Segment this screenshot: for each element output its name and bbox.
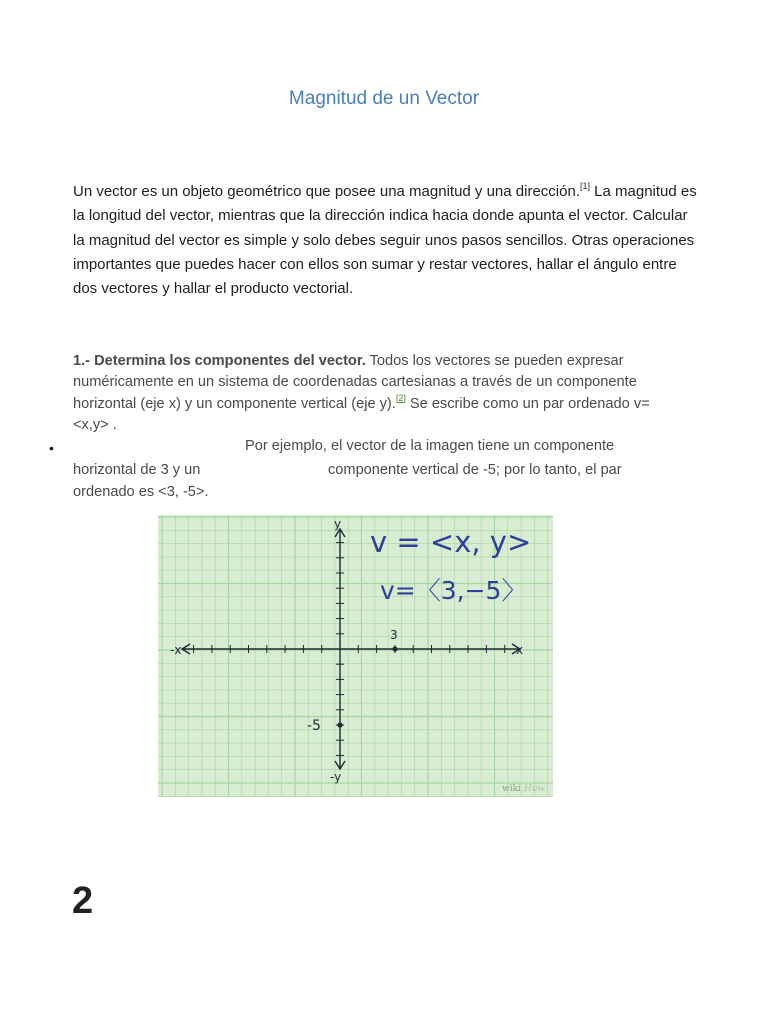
point-y-minus-5 bbox=[337, 722, 342, 727]
example-line-3: ordenado es <3, -5>. bbox=[73, 484, 209, 500]
intro-text-1: Un vector es un objeto geométrico que posee una magnitud y una dirección. bbox=[73, 183, 580, 200]
point-x-3 bbox=[392, 646, 397, 651]
watermark-how: How bbox=[524, 784, 545, 794]
vector-figure-svg bbox=[158, 515, 553, 797]
watermark-wiki: wiki bbox=[502, 784, 521, 794]
x-axis-negative-label: -x bbox=[170, 643, 182, 657]
example-line-1: Por ejemplo, el vector de la imagen tiene un componente bbox=[245, 438, 615, 454]
step-1-text-1: Todos los vectores se pueden expresar numéricamente en un sistema de coordenadas cartesianas a través de un componente horizontal (eje x) y un componente vertical (eje y). bbox=[73, 353, 637, 412]
intro-paragraph bbox=[73, 180, 698, 301]
vector-figure bbox=[158, 515, 553, 797]
y-axis-positive-label: y bbox=[334, 517, 342, 531]
step-1-text-2: Se escribe como un par ordenado v=<x,y> . bbox=[73, 395, 650, 433]
reference-1-link[interactable]: [1] bbox=[579, 181, 590, 191]
formula-label: v = <x, y> bbox=[370, 525, 532, 559]
step-1-heading: 1.- Determina los componentes del vector. bbox=[73, 353, 366, 369]
example-line-2a: horizontal de 3 y un bbox=[73, 462, 201, 478]
step-1-paragraph bbox=[73, 351, 673, 436]
reference-2-link[interactable]: [2] bbox=[395, 392, 406, 403]
x-axis-positive-label: x bbox=[516, 643, 524, 657]
tick-minus-5-label: -5 bbox=[307, 718, 321, 734]
tick-3-label: 3 bbox=[390, 628, 398, 642]
y-axis-negative-label: -y bbox=[330, 770, 342, 784]
page-number: 2 bbox=[72, 880, 94, 922]
bullet-marker: • bbox=[49, 440, 54, 456]
example-line-2b: componente vertical de -5; por lo tanto, el par bbox=[328, 462, 622, 478]
example-vector-label: v=〈3,−5〉 bbox=[380, 576, 527, 605]
intro-text-2: La magnitud es la longitud del vector, mientras que la dirección indica hacia donde apunta el vector. Calcular la magnitud del vector es simple y solo debes seguir unos pasos sencillos. Otras operaciones importantes que puedes hacer con ellos son sumar y restar vectores, hallar el ángulo entre dos vectores y hallar el producto vectorial. bbox=[73, 183, 697, 298]
page-title: Magnitud de un Vector bbox=[288, 88, 480, 109]
